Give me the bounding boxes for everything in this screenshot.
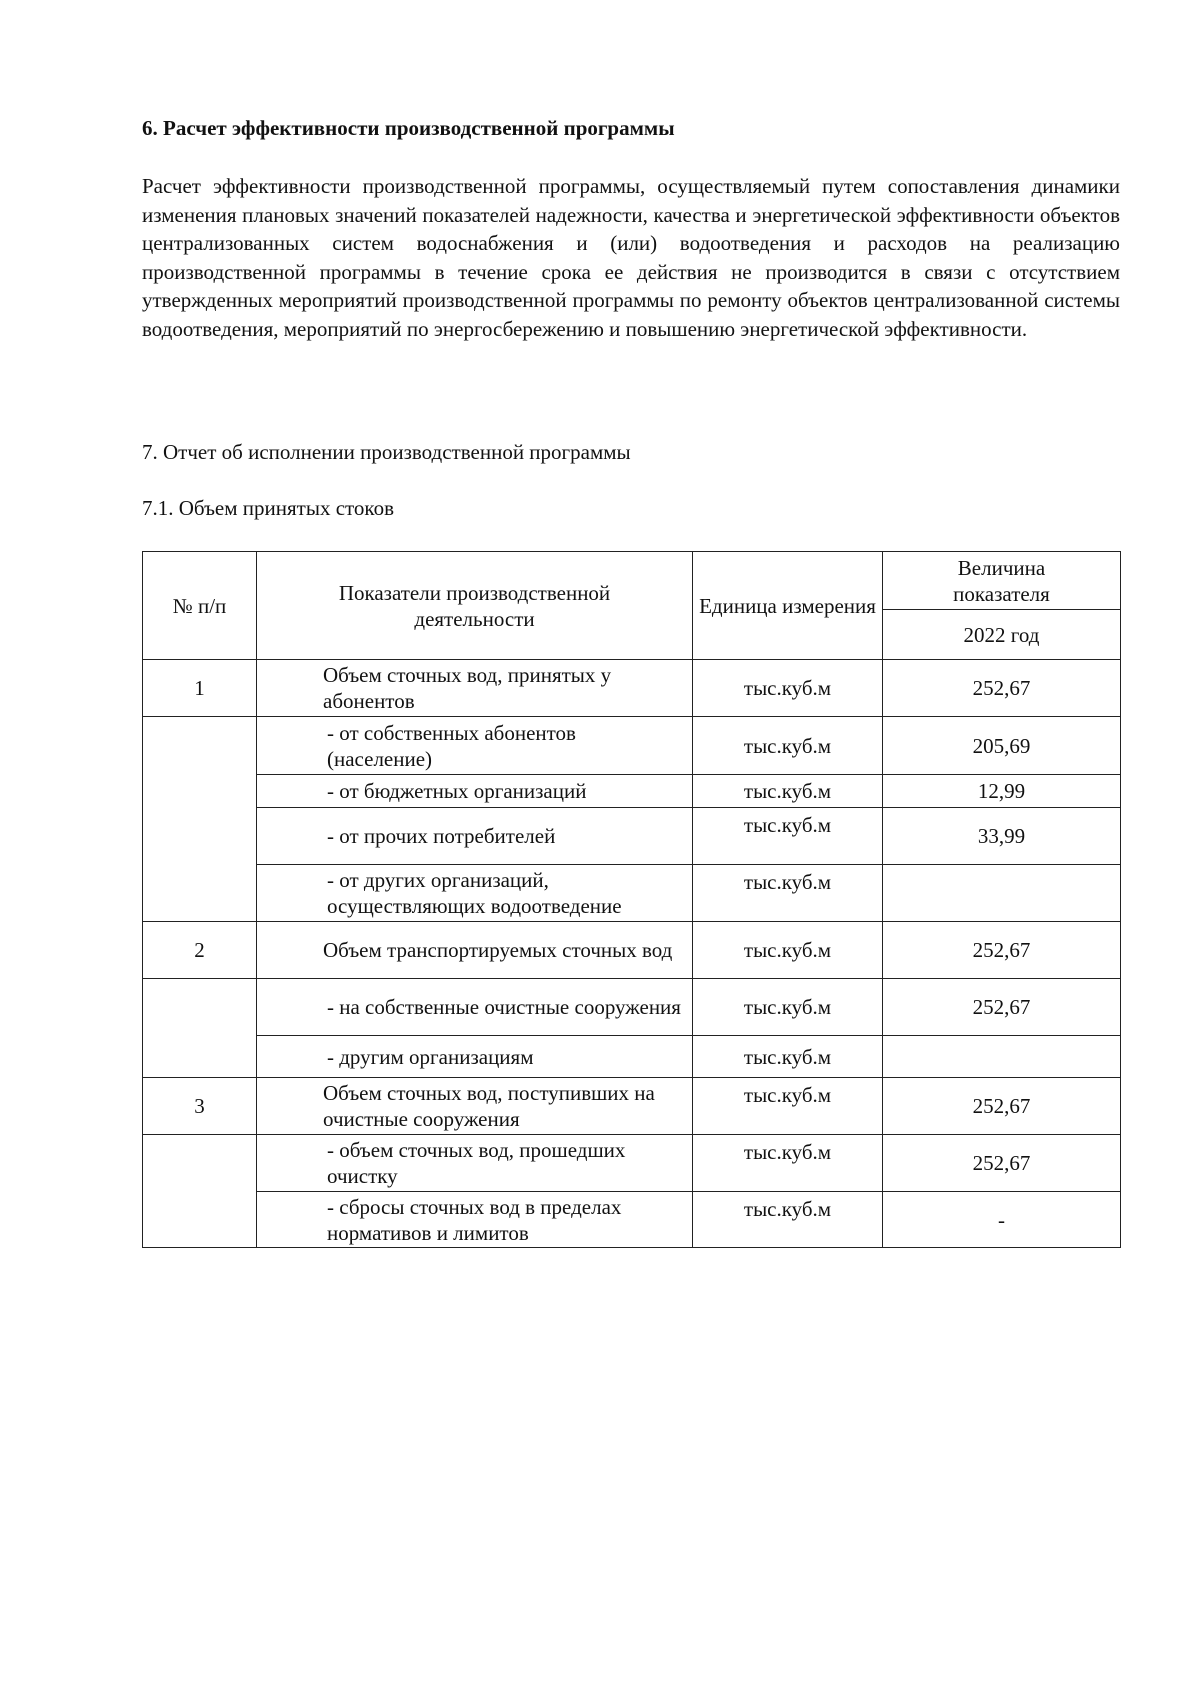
row-name: - объем сточных вод, прошедших очистку <box>257 1135 693 1192</box>
row-value: 252,67 <box>883 1078 1121 1135</box>
row-num: 1 <box>143 660 257 717</box>
row-name: - сбросы сточных вод в пределах нормативов и лимитов <box>257 1192 693 1248</box>
row-value: 33,99 <box>883 808 1121 865</box>
row-num: 3 <box>143 1078 257 1135</box>
row-unit: тыс.куб.м <box>693 1192 883 1248</box>
row-num <box>143 979 257 1078</box>
table-row <box>143 1078 1121 1135</box>
section-6-heading: 6. Расчет эффективности производственной программы <box>142 116 675 140</box>
table-header-row <box>143 552 1121 610</box>
row-name: - от собственных абонентов (население) <box>257 717 693 775</box>
table-row <box>143 1036 1121 1078</box>
row-name: - от бюджетных организаций <box>257 775 693 808</box>
table-row <box>143 1192 1121 1248</box>
row-name: - от прочих потребителей <box>257 808 693 865</box>
header-num: № п/п <box>143 552 257 660</box>
wastewater-volume-table <box>142 551 1121 1248</box>
row-unit: тыс.куб.м <box>693 1036 883 1078</box>
row-name: - от других организаций, осуществляющих водоотведение <box>257 865 693 922</box>
row-name: Объем сточных вод, поступивших на очистные сооружения <box>257 1078 693 1135</box>
row-num: 2 <box>143 922 257 979</box>
row-num <box>143 1135 257 1248</box>
row-unit: тыс.куб.м <box>693 922 883 979</box>
section-6-paragraph: Расчет эффективности производственной программы, осуществляемый путем сопоставления динамики изменения плановых значений показателей надежности, качества и энергетической эффективности объектов централизованных систем водоснабжения и (или) водоотведения и расходов на реализацию производственной программы в течение срока ее действия не производится в связи с отсутствием утвержденных мероприятий производственной программы по ремонту объектов централизованной системы водоотведения, мероприятий по энергосбережению и повышению энергетической эффективности. <box>142 174 1120 341</box>
table-row <box>143 660 1121 717</box>
row-name: Объем сточных вод, принятых у абонентов <box>257 660 693 717</box>
row-unit: тыс.куб.м <box>693 865 883 922</box>
row-value: 252,67 <box>883 979 1121 1036</box>
row-name: - другим организациям <box>257 1036 693 1078</box>
row-value: 252,67 <box>883 660 1121 717</box>
header-year: 2022 год <box>883 610 1121 660</box>
table-row <box>143 717 1121 775</box>
section-7-1-heading: 7.1. Объем принятых стоков <box>142 496 394 520</box>
row-name: - на собственные очистные сооружения <box>257 979 693 1036</box>
row-unit: тыс.куб.м <box>693 775 883 808</box>
row-unit: тыс.куб.м <box>693 660 883 717</box>
row-value <box>883 1036 1121 1078</box>
row-unit: тыс.куб.м <box>693 979 883 1036</box>
table-row <box>143 865 1121 922</box>
row-value: 252,67 <box>883 1135 1121 1192</box>
row-name: Объем транспортируемых сточных вод <box>257 922 693 979</box>
row-unit: тыс.куб.м <box>693 808 883 865</box>
section-7-heading: 7. Отчет об исполнении производственной программы <box>142 440 631 464</box>
row-value <box>883 865 1121 922</box>
row-unit: тыс.куб.м <box>693 717 883 775</box>
row-value: 205,69 <box>883 717 1121 775</box>
table-row <box>143 1135 1121 1192</box>
table-row <box>143 979 1121 1036</box>
row-value: - <box>883 1192 1121 1248</box>
table-row <box>143 922 1121 979</box>
row-num <box>143 717 257 922</box>
header-name: Показатели производственной деятельности <box>257 552 693 660</box>
header-unit: Единица измерения <box>693 552 883 660</box>
row-value: 252,67 <box>883 922 1121 979</box>
row-unit: тыс.куб.м <box>693 1078 883 1135</box>
row-unit: тыс.куб.м <box>693 1135 883 1192</box>
header-value: Величина показателя <box>883 552 1121 610</box>
table-row <box>143 808 1121 865</box>
table-row <box>143 775 1121 808</box>
row-value: 12,99 <box>883 775 1121 808</box>
